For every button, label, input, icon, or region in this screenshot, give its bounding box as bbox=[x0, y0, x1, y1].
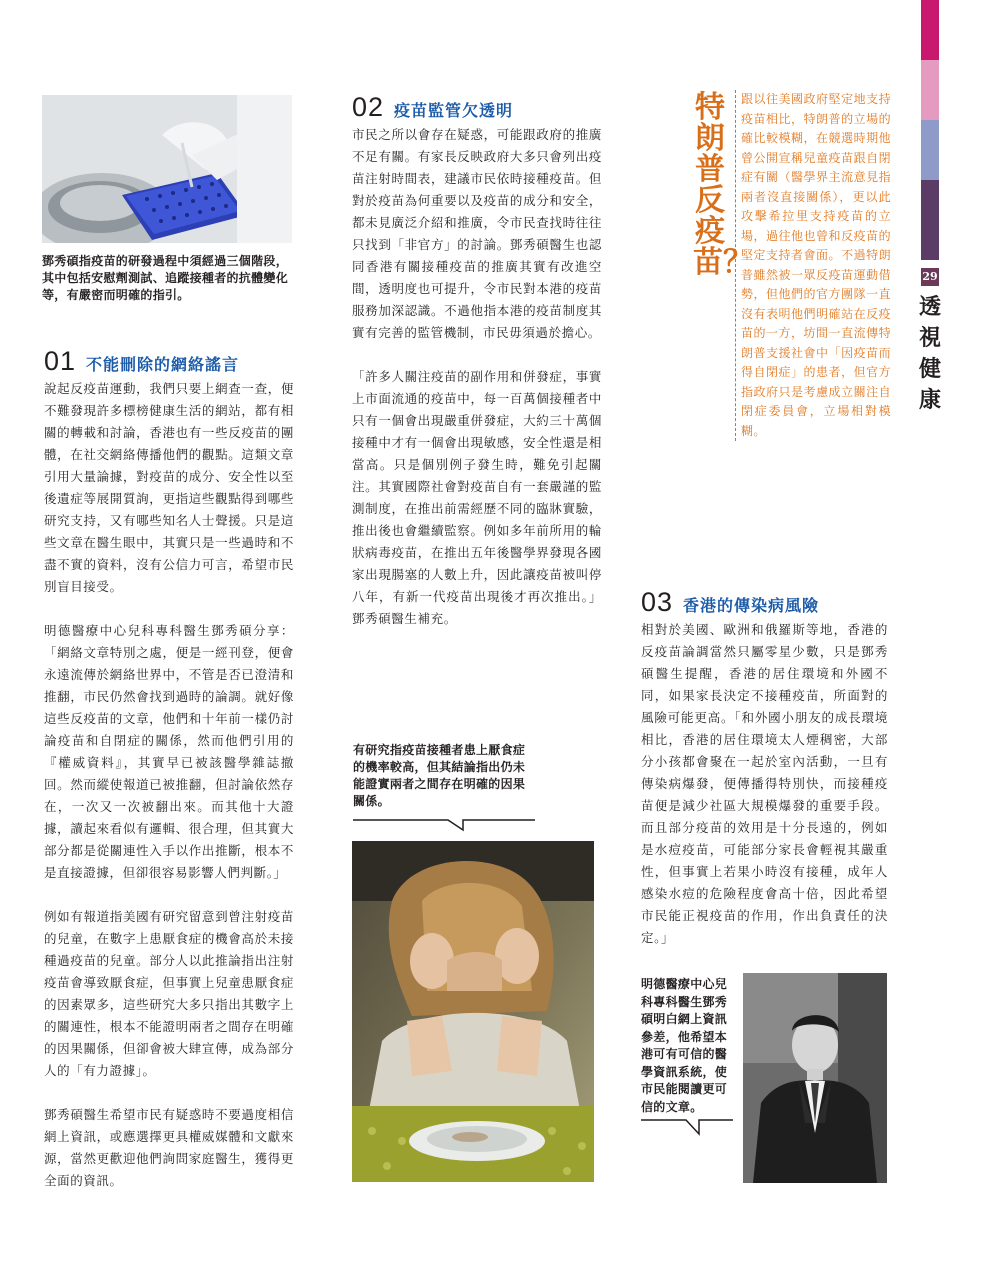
paragraph: 明德醫療中心兒科專科醫生鄧秀碩分享：「網絡文章特別之處，便是一經刊登，便會永遠流傳於網絡世界中，不管是否已澄清和推翻，市民仍然會找到過時的論調。就好像這些反疫苗的文章，他們和十年前一樣仍討論疫苗和自閉症的關係，然而他們引用的『權威資料』，其實早已被該醫學雜誌撤回。然而縱使報道已被推翻，但討論依然存在，一次又一次被翻出來。而其他十大證據，讀起來看似有邏輯、很合理，但其實大部分都是從關連性入手以作出推斷，根本不是直接證據，但卻很容易影響人們判斷。」 bbox=[44, 623, 294, 880]
color-tab bbox=[921, 60, 939, 120]
section-01-body bbox=[44, 378, 294, 1192]
girl-photo-caption: 有研究指疫苗接種者患上厭食症的機率較高，但其結論指出仍未能證實兩者之間存在明確的因果關係。 bbox=[353, 743, 526, 808]
color-tab bbox=[921, 180, 939, 260]
section-title: 香港的傳染病風險 bbox=[683, 596, 820, 615]
section-01-heading bbox=[44, 346, 239, 377]
paragraph: 「許多人關注疫苗的副作用和併發症，事實上市面流通的疫苗中，每一百萬個接種者中只有一個會出現嚴重併發症，大約三十萬個接種中才有一個會出現敏感，安全性還是相當高。只是個別例子發生時，難免引起關注。其實國際社會對疫苗自有一套嚴謹的監測制度，在推出前需經歷不同的臨牀實驗，推出後也會繼續監察。例如多年前所用的輪狀病毒疫苗，在推出五年後醫學界發現各國家出現腸塞的人數上升，因此讓疫苗被叫停八年，有新一代疫苗出現後才再次推出。」鄧秀碩醫生補充。 bbox=[352, 369, 602, 626]
section-number: 02 bbox=[352, 92, 385, 122]
color-tab bbox=[921, 120, 939, 180]
page-number: 29 bbox=[921, 268, 939, 286]
section-title: 不能刪除的網絡謠言 bbox=[86, 355, 240, 374]
paragraph: 鄧秀碩醫生希望市民有疑惑時不要過度相信網上資訊，或應選擇更具權威媒體和文獻來源，當然更歡迎他們詢問家庭醫生，獲得更全面的資訊。 bbox=[44, 1107, 294, 1188]
section-number: 01 bbox=[44, 346, 77, 376]
section-title: 疫苗監管欠透明 bbox=[394, 101, 514, 120]
color-tab bbox=[921, 0, 939, 60]
section-name: 透視健康 bbox=[918, 294, 941, 413]
section-color-tabs bbox=[921, 0, 939, 260]
girl-photo-illustration bbox=[352, 841, 594, 1182]
paragraph: 相對於美國、歐洲和俄羅斯等地，香港的反疫苗論調當然只屬零星少數，只是鄧秀碩醫生提醒，香港的居住環境和外國不同，如果家長決定不接種疫苗，所面對的風險可能更高。「和外國小朋友的成長環境相比，香港的居住環境太人煙稠密，大部分小孩都會聚在一起於室內活動，一旦有傳染病爆發，便傳播得特別快，而接種疫苗便是減少社區大規模爆發的重要手段。而且部分疫苗的效用是十分長遠的，例如是水痘疫苗，可能部分家長會輕視其嚴重性，但事實上若果小時沒有接種，成年人感染水痘的危險程度會高十倍，因此希望市民能正視疫苗的作用，作出負責任的決定。」 bbox=[641, 622, 888, 945]
caption-pointer bbox=[641, 1112, 741, 1142]
section-02-body bbox=[352, 124, 602, 630]
section-02-heading bbox=[352, 92, 513, 123]
section-03-heading bbox=[641, 587, 819, 618]
lab-photo bbox=[42, 95, 292, 243]
lab-photo-illustration bbox=[42, 95, 292, 243]
paragraph: 說起反疫苗運動，我們只要上網查一查，便不難發現許多標榜健康生活的網站，都有相關的轉載和討論，香港也有一些反疫苗的團體，在社交網絡傳播他們的觀點。這類文章引用大量論據，對疫苗的成分、安全性以至後遺症等展開質詢，更指這些觀點得到哪些研究支持，又有哪些知名人士聲援。只是這些文章在醫生眼中，其實只是一些過時和不盡不實的資料，沒有公信力可言，希望市民別盲目接受。 bbox=[44, 381, 294, 594]
caption-pointer bbox=[353, 812, 553, 832]
paragraph: 市民之所以會存在疑惑，可能跟政府的推廣不足有關。有家長反映政府大多只會列出疫苗注射時間表，建議市民依時接種疫苗。但對於疫苗為何重要以及疫苗的成分和安全，都未見廣泛介紹和推廣，令市民查找時往往只找到「非官方」的討論。鄧秀碩醫生也認同香港有關接種疫苗的推廣其實有改進空間，透明度也可提升，令市民對本港的疫苗服務加深認識。不過他指本港的疫苗制度其實有完善的監管機制，市民毋須過於擔心。 bbox=[352, 127, 602, 340]
girl-photo bbox=[352, 841, 594, 1182]
section-number: 03 bbox=[641, 587, 674, 617]
doctor-photo-caption: 明德醫療中心兒科專科醫生鄧秀碩明白網上資訊參差，他希望本港可有可信的醫學資訊系統，使市民能閱讀更可信的文章。 bbox=[641, 977, 728, 1114]
section-03-body bbox=[641, 619, 888, 949]
paragraph: 例如有報道指美國有研究留意到曾注射疫苗的兒童，在數字上患厭食症的機會高於未接種過疫苗的兒童。部分人以此推論指出注射疫苗會導致厭食症，但事實上兒童患厭食症的因素眾多，這些研究大多只指出其數字上的關連性，根本不能證明兩者之間存在明確的因果關係，但卻會被大肆宣傳，成為部分人的「有力證據」。 bbox=[44, 909, 294, 1078]
sidebar-title bbox=[693, 90, 753, 280]
sidebar-box bbox=[735, 90, 891, 441]
sidebar-title-text: 特朗普反疫苗？ bbox=[693, 90, 753, 280]
doctor-photo-illustration bbox=[743, 973, 887, 1183]
sidebar-text: 跟以往美國政府堅定地支持疫苗相比，特朗普的立場的確比較模糊，在競選時期他曾公開宣稱兒童疫苗跟自閉症有關（醫學界主流意見指兩者沒直接關係），更以此攻擊希拉里支持疫苗的立場，過往他也曾和反疫苗的堅定支持者會面。不過特朗普雖然被一眾反疫苗運動借勢，但他們的官方團隊一直沒有表明他們明確站在反疫苗的一方，坊間一直流傳特朗普支援社會中「因疫苗而得自閉症」的患者，但官方指政府只是考慮成立關注自閉症委員會，立場相對模糊。 bbox=[741, 92, 891, 438]
doctor-photo bbox=[743, 973, 887, 1183]
lab-photo-caption: 鄧秀碩指疫苗的研發過程中須經過三個階段，其中包括安慰劑測試、追蹤接種者的抗體變化等，有嚴密而明確的指引。 bbox=[42, 254, 289, 302]
